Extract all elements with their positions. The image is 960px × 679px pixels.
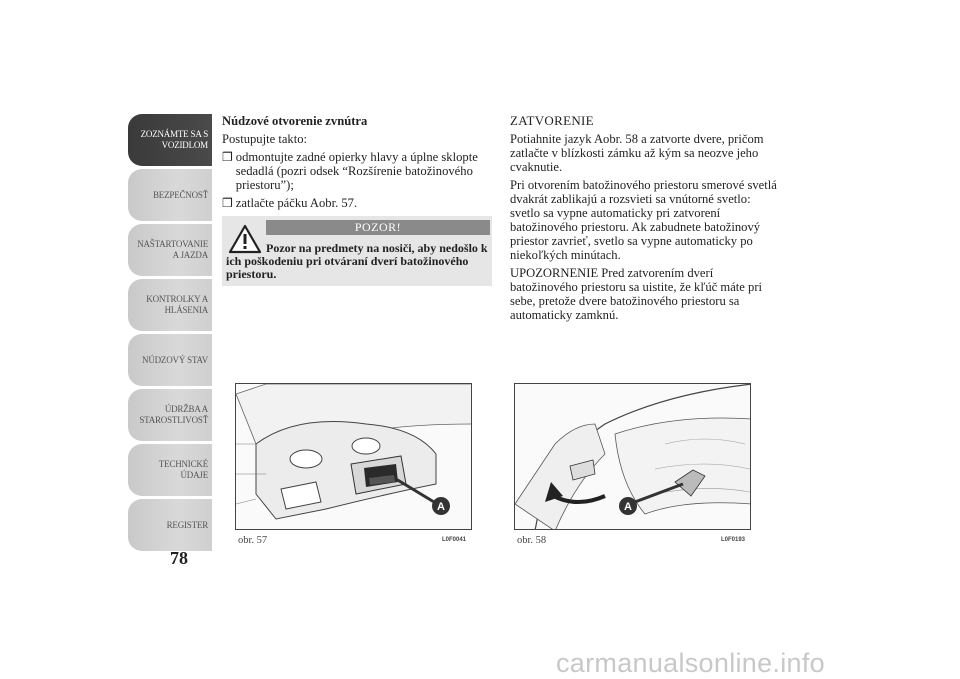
list-item-text: odmontujte zadné opierky hlavy a úplne sklopte sedadlá (pozri odsek “Rozšírenie batožinového priestoru”); bbox=[235, 150, 478, 192]
tab-udrzba[interactable]: ÚDRŽBA A STAROSTLIVOSŤ bbox=[128, 389, 212, 441]
marker-a: A bbox=[624, 501, 632, 513]
list-item-text: zatlačte páčku Aobr. 57. bbox=[235, 196, 358, 210]
list-item bbox=[222, 196, 490, 210]
paragraph: UPOZORNENIE Pred zatvorením dverí batožinového priestoru sa uistite, že kľúč máte pri sebe, pretože dvere batožinového priestoru sa automaticky zamknú. bbox=[510, 266, 763, 322]
tab-kontrolky[interactable]: KONTROLKY A HLÁSENIA bbox=[128, 279, 212, 331]
section-title: ZATVORENIE bbox=[510, 113, 594, 128]
warning-title: POZOR! bbox=[266, 220, 490, 235]
page-number: 78 bbox=[170, 548, 188, 568]
figure-caption: obr. 58 bbox=[517, 535, 547, 546]
tab-bezpecnost[interactable]: BEZPEČNOSŤ bbox=[128, 169, 212, 221]
checkbox-bullet-icon: ❒ bbox=[222, 196, 233, 210]
tab-technicke-udaje[interactable]: TECHNICKÉ ÚDAJE bbox=[128, 444, 212, 496]
paragraph: Pri otvorením batožinového priestoru smerové svetlá dvakrát zablikajú a rozsvieti sa vnútorné svetlo: svetlo sa vypne automaticky pri zatvorení batožinového priestoru. Ak zabudnete batožinový priestor zavrieť, svetlo sa vypne automaticky po niekoľkých minútach. bbox=[510, 178, 777, 262]
tab-nastartovanie[interactable]: NAŠTARTOVANIE A JAZDA bbox=[128, 224, 212, 276]
section-heading: Núdzové otvorenie zvnútra bbox=[222, 114, 368, 128]
list-item bbox=[222, 150, 490, 192]
figure-caption: obr. 57 bbox=[238, 535, 268, 546]
tab-zoznamte-sa[interactable]: ZOZNÁMTE SA S VOZIDLOM bbox=[128, 114, 212, 166]
warning-text: Pozor na predmety na nosiči, aby nedošlo k ich poškodeniu pri otváraní dverí batožinového priestoru. bbox=[226, 241, 488, 281]
checkbox-bullet-icon: ❒ bbox=[222, 150, 233, 164]
figure-code: L0F0193 bbox=[721, 537, 746, 543]
trunk-interior-illustration bbox=[515, 384, 751, 530]
warning-box bbox=[222, 216, 492, 286]
tab-nudzovy-stav[interactable]: NÚDZOVÝ STAV bbox=[128, 334, 212, 386]
tab-register[interactable]: REGISTER bbox=[128, 499, 212, 551]
paragraph: Potiahnite jazyk Aobr. 58 a zatvorte dvere, pričom zatlačte v blízkosti zámku až kým sa neozve jeho cvaknutie. bbox=[510, 132, 764, 174]
figure-58 bbox=[514, 383, 751, 530]
right-column bbox=[510, 114, 778, 326]
figure-code: L0F0041 bbox=[442, 537, 467, 543]
figure-57 bbox=[235, 383, 472, 530]
watermark: carmanualsonline.info bbox=[556, 648, 825, 678]
marker-a: A bbox=[437, 501, 445, 513]
intro-text: Postupujte takto: bbox=[222, 132, 308, 146]
trunk-lock-illustration bbox=[236, 384, 472, 530]
left-column bbox=[222, 114, 490, 210]
